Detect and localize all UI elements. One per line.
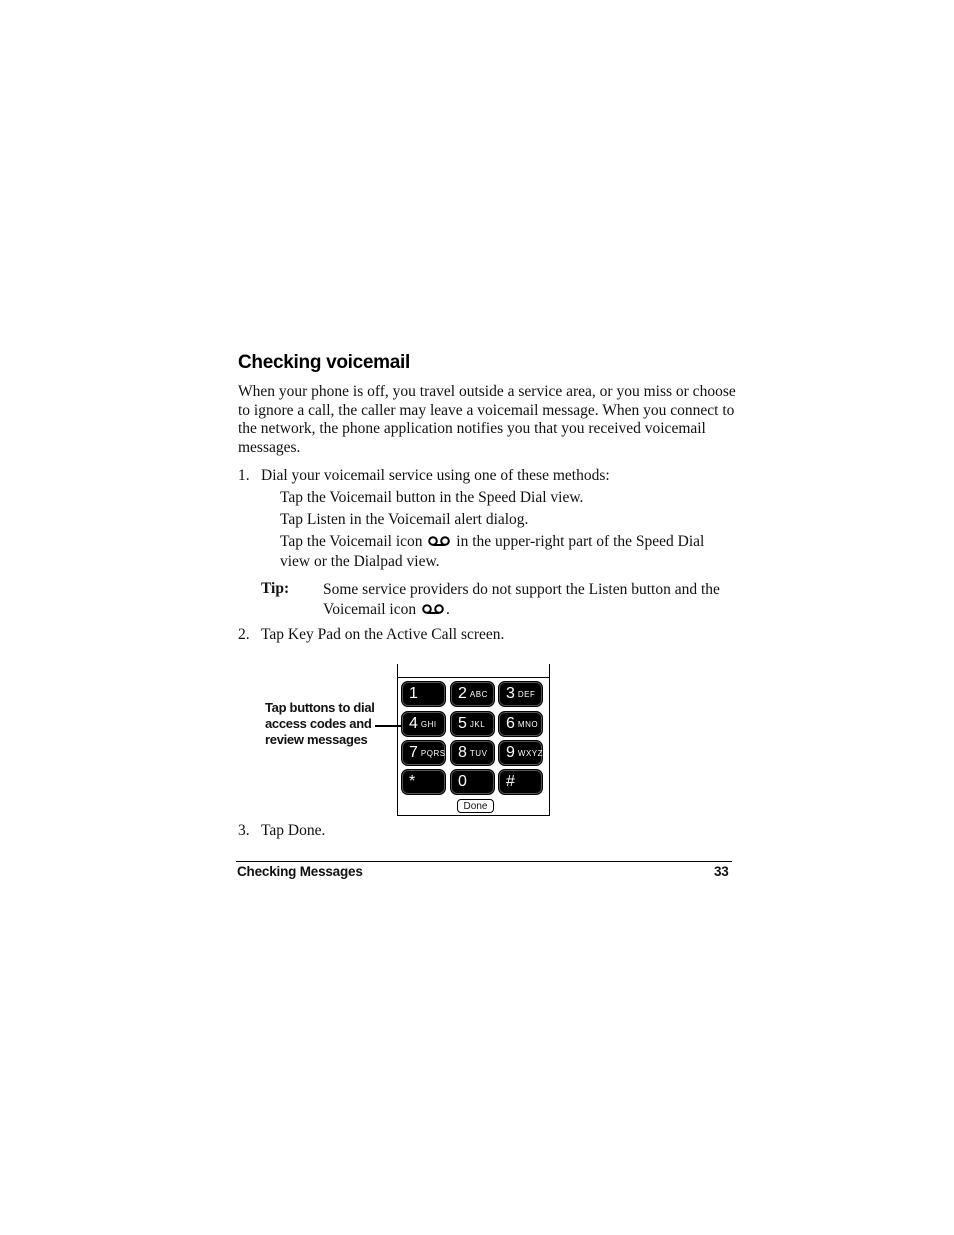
done-button[interactable]: Done [457,799,494,813]
key-5[interactable]: 5 JKL [450,711,495,737]
voicemail-icon [422,601,444,621]
method-item: Tap Listen in the Voicemail alert dialog. [280,511,529,528]
tip-end: . [446,600,450,618]
section-heading: Checking voicemail [238,352,411,373]
key-8[interactable]: 8 TUV [450,740,495,766]
step-text: Tap Key Pad on the Active Call screen. [261,626,505,643]
tip-text [323,580,733,620]
step-3 [238,822,738,841]
method-item [280,533,735,571]
key-3[interactable]: 3 DEF [498,681,543,707]
key-4[interactable]: 4 GHI [401,711,446,737]
intro-paragraph: When your phone is off, you travel outside a service area, or you miss or choose to ignore a call, the caller may leave a voicemail message. When you connect to the network, the phone application notifies you that you received voicemail messages. [238,383,736,456]
footer-chapter: Checking Messages [237,864,363,879]
step-1 [238,467,738,486]
figure-callout: Tap buttons to dial access codes and review messages [265,700,375,747]
key-star[interactable]: * [401,769,446,795]
step-text: Dial your voicemail service using one of these methods: [261,467,610,484]
step-number: 2. [238,626,250,643]
tip-label: Tip: [261,580,290,597]
key-2[interactable]: 2 ABC [450,681,495,707]
step-number: 1. [238,467,250,484]
key-9[interactable]: 9 WXYZ [498,740,543,766]
key-0[interactable]: 0 [450,769,495,795]
key-6[interactable]: 6 MNO [498,711,543,737]
footer-rule [236,861,732,862]
tip-body: Some service providers do not support the Listen button and the Voicemail icon [323,581,720,618]
step-text: Tap Done. [261,822,326,839]
key-hash[interactable]: # [498,769,543,795]
voicemail-icon [428,534,450,553]
step-2 [238,626,738,645]
page-number: 33 [714,864,729,879]
key-7[interactable]: 7 PQRS [401,740,446,766]
method-item: Tap the Voicemail button in the Speed Dial view. [280,489,584,506]
method-text-before: Tap the Voicemail icon [280,533,423,550]
step-number: 3. [238,822,250,839]
key-1[interactable]: 1 [401,681,446,707]
method-text-after: in the upper-right part of the Speed Dial view or the Dialpad view. [280,533,705,570]
